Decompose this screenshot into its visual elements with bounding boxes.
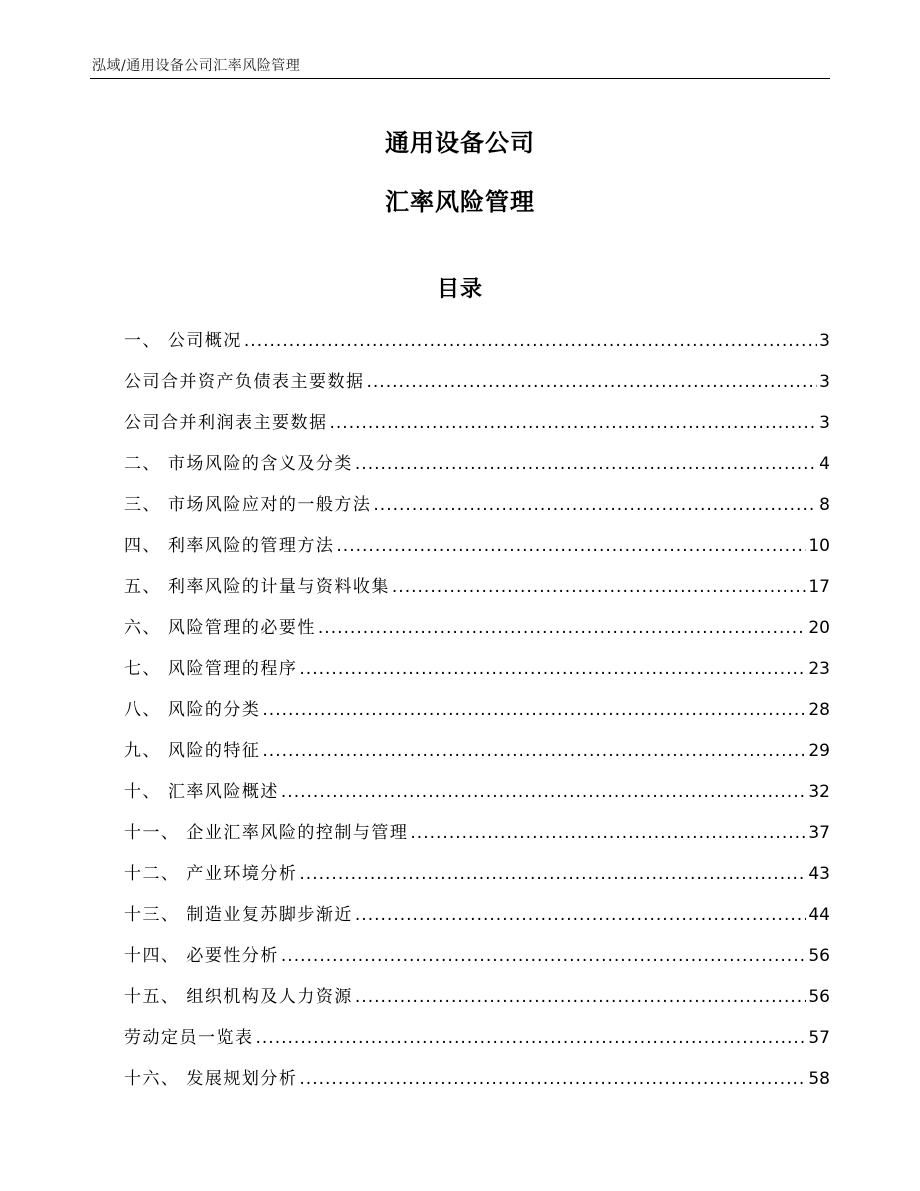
toc-leader-dots xyxy=(299,659,806,679)
toc-leader-dots xyxy=(336,536,806,556)
toc-entry[interactable] xyxy=(124,449,830,490)
toc-leader-dots xyxy=(299,864,806,884)
toc-entry-page: 29 xyxy=(808,741,830,761)
toc-entry[interactable] xyxy=(124,572,830,613)
toc-leader-dots xyxy=(256,1028,807,1048)
toc-entry[interactable] xyxy=(124,1064,830,1105)
toc-entry-label: 十四、 必要性分析 xyxy=(124,946,279,966)
toc-leader-dots xyxy=(373,495,817,515)
toc-leader-dots xyxy=(299,1069,806,1089)
toc-entry-page: 8 xyxy=(819,495,830,515)
toc-entry-label: 十五、 组织机构及人力资源 xyxy=(124,987,353,1007)
toc-entry-label: 劳动定员一览表 xyxy=(124,1028,254,1048)
running-header: 泓域/通用设备公司汇率风险管理 xyxy=(92,58,301,74)
toc-entry[interactable] xyxy=(124,1023,830,1064)
toc-entry[interactable] xyxy=(124,777,830,818)
toc-leader-dots xyxy=(355,987,806,1007)
toc-entry-label: 八、 风险的分类 xyxy=(124,700,261,720)
toc-entry-page: 3 xyxy=(819,413,830,433)
toc-entry-page: 17 xyxy=(808,577,830,597)
toc-entry-label: 十三、 制造业复苏脚步渐近 xyxy=(124,905,353,925)
toc-entry[interactable] xyxy=(124,695,830,736)
toc-entry-page: 32 xyxy=(808,782,830,802)
toc-entry-label: 五、 利率风险的计量与资料收集 xyxy=(124,577,390,597)
toc-entry[interactable] xyxy=(124,736,830,777)
toc-leader-dots xyxy=(281,946,806,966)
toc-entry-page: 56 xyxy=(808,946,830,966)
toc-leader-dots xyxy=(330,413,818,433)
toc-leader-dots xyxy=(318,618,806,638)
toc-entry-label: 一、 公司概况 xyxy=(124,331,242,351)
toc-entry-page: 43 xyxy=(808,864,830,884)
toc-entry[interactable] xyxy=(124,654,830,695)
toc-entry[interactable] xyxy=(124,941,830,982)
toc-leader-dots xyxy=(392,577,806,597)
toc-leader-dots xyxy=(262,700,806,720)
toc-entry-label: 十六、 发展规划分析 xyxy=(124,1069,298,1089)
toc-leader-dots xyxy=(355,905,806,925)
toc-entry-page: 23 xyxy=(808,659,830,679)
toc-entry-page: 4 xyxy=(819,454,830,474)
toc-leader-dots xyxy=(410,823,806,843)
toc-entry-label: 公司合并利润表主要数据 xyxy=(124,413,328,433)
toc-entry[interactable] xyxy=(124,408,830,449)
table-of-contents xyxy=(124,326,830,1105)
toc-heading: 目录 xyxy=(436,277,483,302)
toc-entry[interactable] xyxy=(124,326,830,367)
document-title-company: 通用设备公司 xyxy=(385,129,535,157)
toc-entry-page: 3 xyxy=(819,331,830,351)
toc-entry-label: 三、 市场风险应对的一般方法 xyxy=(124,495,372,515)
toc-entry[interactable] xyxy=(124,613,830,654)
toc-leader-dots xyxy=(281,782,806,802)
toc-entry[interactable] xyxy=(124,900,830,941)
toc-entry-page: 44 xyxy=(808,905,830,925)
toc-entry[interactable] xyxy=(124,367,830,408)
header-divider xyxy=(90,78,830,79)
toc-entry-label: 十、 汇率风险概述 xyxy=(124,782,279,802)
toc-entry-page: 57 xyxy=(808,1028,830,1048)
toc-entry-page: 56 xyxy=(808,987,830,1007)
toc-leader-dots xyxy=(262,741,806,761)
toc-entry-label: 十二、 产业环境分析 xyxy=(124,864,298,884)
toc-leader-dots xyxy=(244,331,817,351)
toc-entry-label: 九、 风险的特征 xyxy=(124,741,261,761)
toc-entry-label: 十一、 企业汇率风险的控制与管理 xyxy=(124,823,409,843)
toc-entry-label: 公司合并资产负债表主要数据 xyxy=(124,372,365,392)
toc-entry[interactable] xyxy=(124,859,830,900)
toc-leader-dots xyxy=(355,454,817,474)
toc-entry-label: 六、 风险管理的必要性 xyxy=(124,618,316,638)
toc-entry-page: 20 xyxy=(808,618,830,638)
toc-entry-page: 58 xyxy=(808,1069,830,1089)
toc-entry-label: 四、 利率风险的管理方法 xyxy=(124,536,335,556)
toc-entry[interactable] xyxy=(124,531,830,572)
toc-entry-page: 37 xyxy=(808,823,830,843)
toc-entry[interactable] xyxy=(124,490,830,531)
toc-leader-dots xyxy=(367,372,818,392)
toc-entry-label: 七、 风险管理的程序 xyxy=(124,659,298,679)
toc-entry[interactable] xyxy=(124,982,830,1023)
document-title-subject: 汇率风险管理 xyxy=(385,188,535,216)
toc-entry-page: 3 xyxy=(819,372,830,392)
toc-entry-page: 10 xyxy=(808,536,830,556)
toc-entry-page: 28 xyxy=(808,700,830,720)
toc-entry-label: 二、 市场风险的含义及分类 xyxy=(124,454,353,474)
toc-entry[interactable] xyxy=(124,818,830,859)
